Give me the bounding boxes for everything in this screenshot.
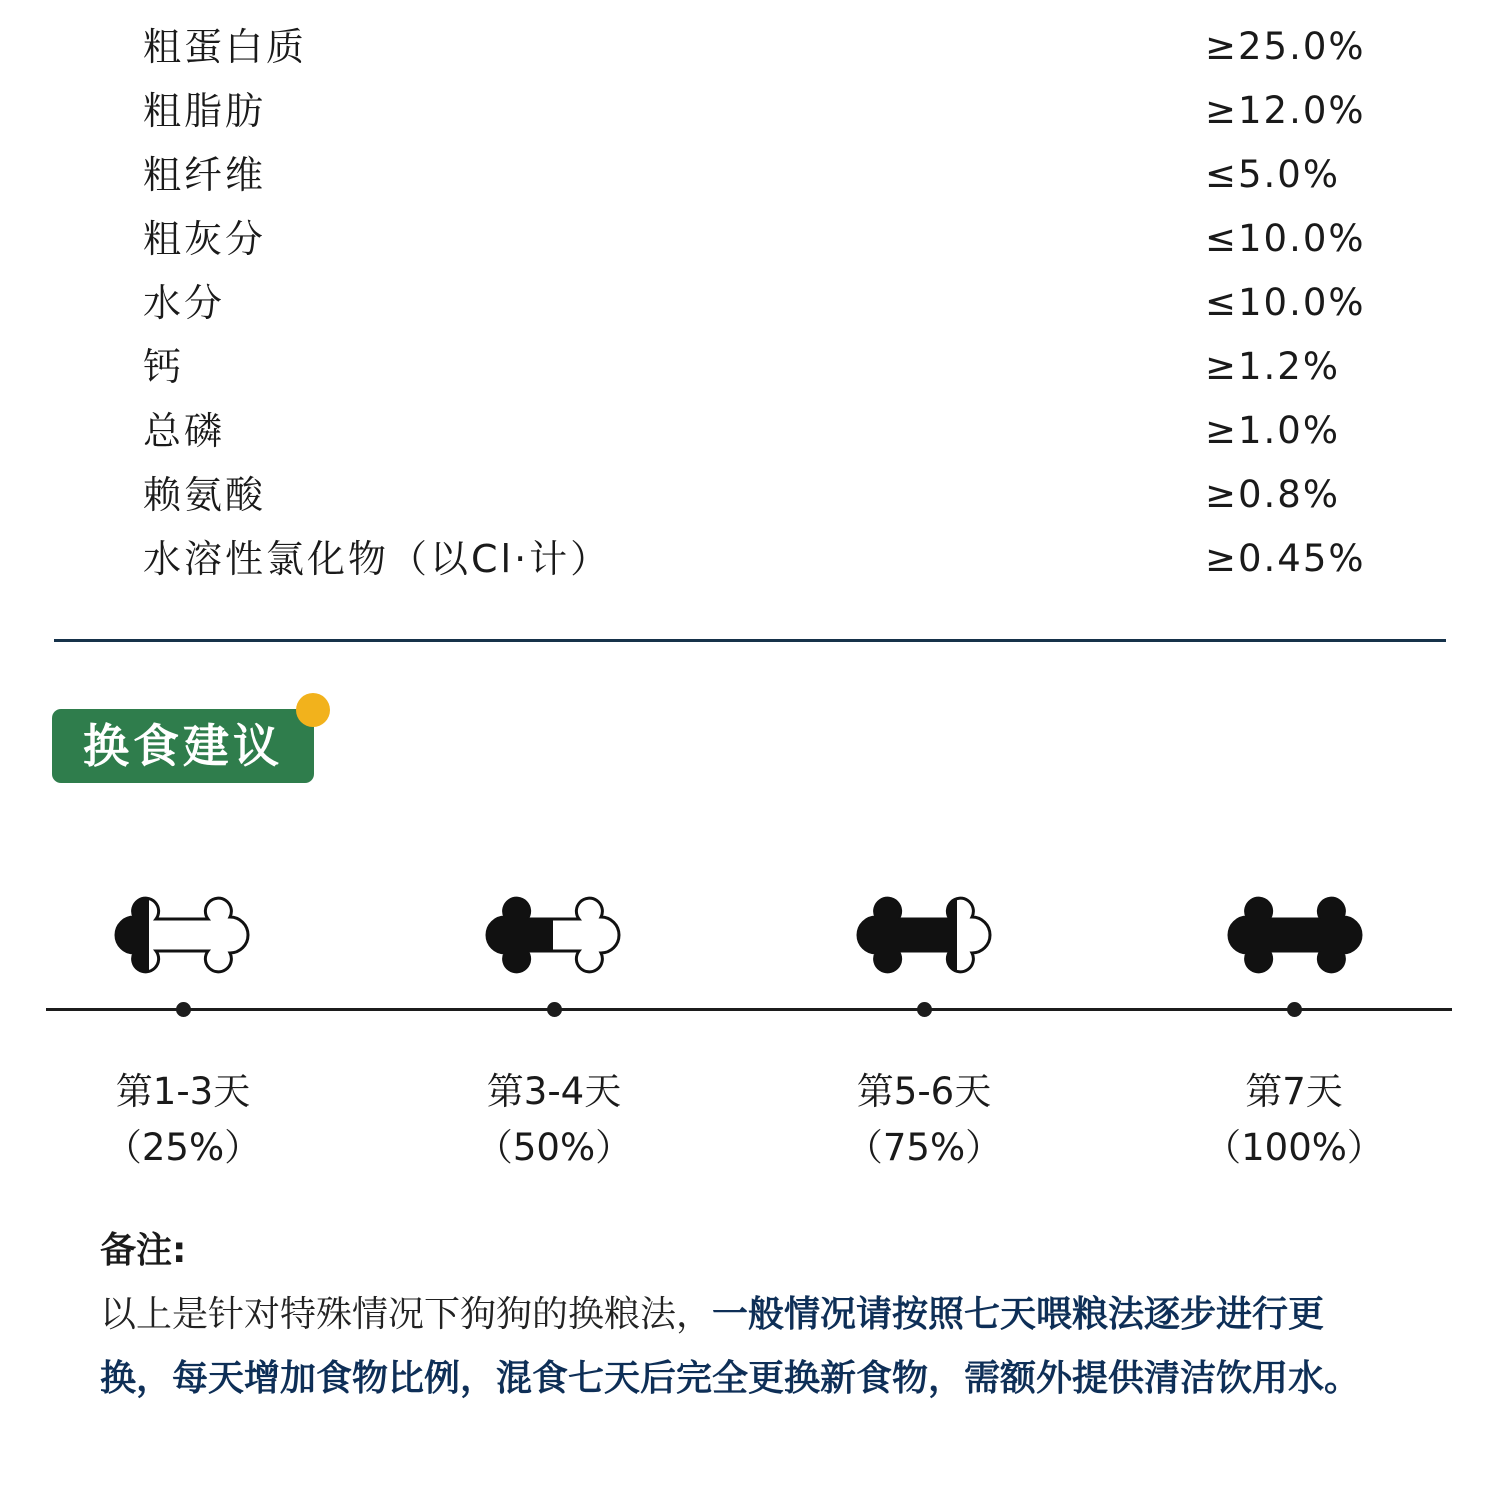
timeline-dot xyxy=(1287,1002,1302,1017)
nutrition-row xyxy=(0,86,1500,150)
stage-percent: （50%） xyxy=(475,1126,633,1169)
bone-icon-stage-4 xyxy=(1223,895,1367,975)
bone-icon-stage-3 xyxy=(852,895,996,975)
nutrition-row xyxy=(0,342,1500,406)
note-text: 以上是针对特殊情况下狗狗的换粮法， xyxy=(100,1294,713,1335)
nutrient-value: ≤10.0% xyxy=(1205,281,1366,324)
nutrition-row xyxy=(0,406,1500,470)
note-emphasis: 一般情况请按照七天喂粮法逐步进行更换，每天增加食物比例，混食七天后完全更换新食物，需额外提供清洁饮用水。 xyxy=(100,1294,1361,1399)
nutrient-name: 总磷 xyxy=(143,409,226,453)
nutrition-row xyxy=(0,214,1500,278)
nutrient-value: ≥1.2% xyxy=(1205,345,1341,388)
badge-dot xyxy=(296,693,330,727)
nutrient-name: 粗脂肪 xyxy=(143,89,267,133)
stage-percent: （75%） xyxy=(845,1126,1003,1169)
nutrient-value: ≥12.0% xyxy=(1205,89,1366,132)
stage-label xyxy=(1144,1064,1444,1176)
bone-icon-stage-1 xyxy=(110,895,254,975)
note-body xyxy=(100,1283,1390,1411)
stage-day: 第1-3天 xyxy=(115,1070,251,1113)
bone-fill xyxy=(1229,898,1361,972)
nutrition-row xyxy=(0,470,1500,534)
stage-day: 第3-4天 xyxy=(486,1070,622,1113)
stage-label xyxy=(404,1064,704,1176)
nutrition-row xyxy=(0,22,1500,86)
timeline-dot xyxy=(917,1002,932,1017)
nutrient-value: ≥1.0% xyxy=(1205,409,1341,452)
note-title: 备注: xyxy=(100,1230,187,1271)
nutrient-name: 粗灰分 xyxy=(143,217,267,261)
timeline-dot xyxy=(176,1002,191,1017)
nutrient-name: 水溶性氯化物（以Cl·计） xyxy=(143,537,612,581)
nutrient-name: 钙 xyxy=(143,345,185,389)
nutrition-row xyxy=(0,150,1500,214)
nutrition-row xyxy=(0,534,1500,598)
nutrient-name: 粗纤维 xyxy=(143,153,267,197)
nutrient-value: ≤5.0% xyxy=(1205,153,1341,196)
nutrition-row xyxy=(0,278,1500,342)
nutrient-value: ≥0.8% xyxy=(1205,473,1341,516)
bone-icon-stage-2 xyxy=(481,895,625,975)
nutrient-name: 赖氨酸 xyxy=(143,473,267,517)
timeline-dot xyxy=(547,1002,562,1017)
stage-percent: （100%） xyxy=(1204,1126,1384,1169)
nutrient-value: ≥25.0% xyxy=(1205,25,1366,68)
nutrient-value: ≤10.0% xyxy=(1205,217,1366,260)
nutrient-name: 粗蛋白质 xyxy=(143,25,308,69)
stage-label xyxy=(774,1064,1074,1176)
section-title-badge: 换食建议 xyxy=(52,709,314,783)
section-divider xyxy=(54,639,1446,642)
stage-day: 第5-6天 xyxy=(856,1070,992,1113)
stage-label xyxy=(33,1064,333,1176)
nutrient-name: 水分 xyxy=(143,281,226,325)
stage-percent: （25%） xyxy=(104,1126,262,1169)
stage-day: 第7天 xyxy=(1245,1070,1343,1113)
nutrient-value: ≥0.45% xyxy=(1205,537,1366,580)
timeline-line xyxy=(46,1008,1452,1011)
